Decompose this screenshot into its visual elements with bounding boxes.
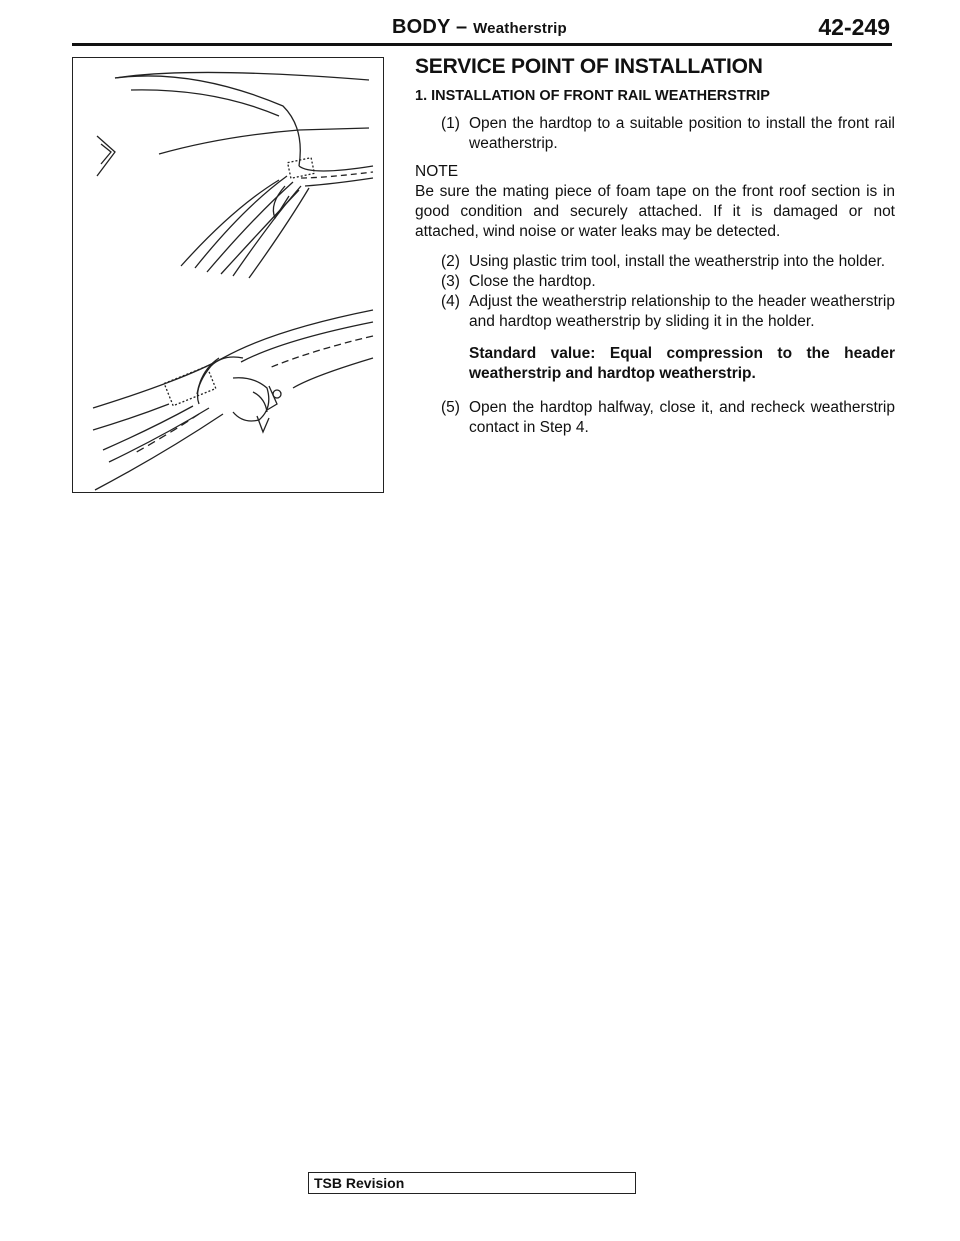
- instructions: [415, 57, 895, 438]
- step-number: (5): [441, 399, 460, 416]
- note-label: NOTE: [415, 163, 459, 180]
- step-item: [415, 398, 895, 438]
- page-number: 42-249: [818, 14, 890, 40]
- step-text: Using plastic trim tool, install the weatherstrip into the holder.: [469, 253, 886, 270]
- step-item: [415, 292, 895, 332]
- header-section: BODY –: [392, 16, 468, 38]
- page-header: [72, 10, 892, 44]
- step-item: [415, 272, 895, 292]
- note-text: Be sure the mating piece of foam tape on the front roof section is in good condition and securely attached. If it is damaged or not attached, wind noise or water leaks may be detected.: [415, 183, 895, 240]
- standard-value: Standard value: Equal compression to the header weatherstrip and hardtop weatherstrip.: [469, 345, 895, 382]
- section-title: SERVICE POINT OF INSTALLATION: [415, 55, 763, 78]
- step-text: Open the hardtop to a suitable position to install the front rail weatherstrip.: [469, 115, 895, 152]
- step-number: (4): [441, 293, 460, 310]
- step-text: Adjust the weatherstrip relationship to the header weatherstrip and hardtop weatherstrip by sliding it in the holder.: [469, 293, 895, 330]
- step-item: [415, 114, 895, 154]
- step-item: [415, 252, 895, 272]
- weatherstrip-diagram-svg: [73, 58, 382, 491]
- tsb-revision-box: [308, 1172, 636, 1194]
- header-title: [392, 16, 567, 39]
- step-text: Open the hardtop halfway, close it, and recheck weatherstrip contact in Step 4.: [469, 399, 895, 436]
- header-rule: [72, 43, 892, 46]
- tsb-revision-label: TSB Revision: [314, 1175, 405, 1191]
- step-number: (1): [441, 115, 460, 132]
- step-number: (3): [441, 273, 460, 290]
- header-subtitle: Weatherstrip: [473, 20, 567, 37]
- step-number: (2): [441, 253, 460, 270]
- weatherstrip-illustration: [72, 57, 384, 493]
- procedure-heading: 1. INSTALLATION OF FRONT RAIL WEATHERSTRIP: [415, 88, 770, 104]
- step-text: Close the hardtop.: [469, 273, 596, 290]
